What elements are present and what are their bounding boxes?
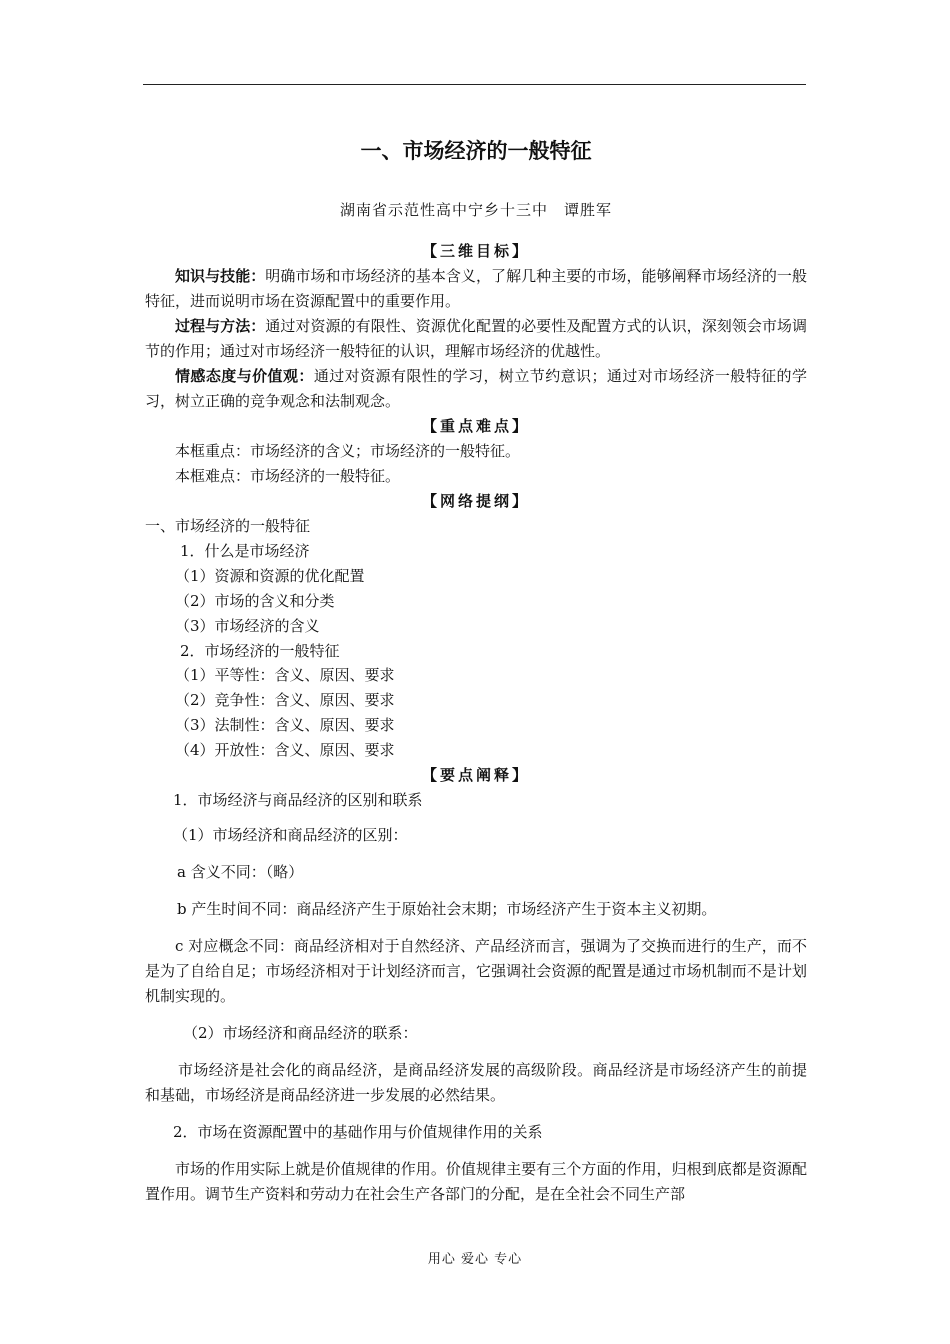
outline-item: 1．什么是市场经济 (180, 541, 310, 560)
explanation-paragraph: 市场的作用实际上就是价值规律的作用。价值规律主要有三个方面的作用，归根到底都是资源配置作用。调节生产资料和劳动力在社会生产各部门的分配，是在全社会不同生产部 (145, 1160, 807, 1204)
goal-label: 知识与技能： (175, 267, 266, 285)
goal-label: 过程与方法： (175, 317, 266, 335)
outline-subitem: （4）开放性：含义、原因、要求 (175, 741, 395, 760)
section-heading-outline: 【网络提纲】 (421, 492, 530, 510)
goal-text: 通过对资源的有限性、资源优化配置的必要性及配置方式的认识，深刻领会市场调节的作用；通过对市场经济一般特征的认识，理解市场经济的优越性。 (145, 317, 807, 360)
page-footer: 用心 爱心 专心 (427, 1252, 523, 1267)
goal-paragraph (145, 364, 807, 414)
explanation-subheading: （1）市场经济和商品经济的区别： (173, 826, 408, 845)
goal-paragraph (145, 314, 807, 364)
outline-list (145, 514, 807, 763)
page-title: 一、市场经济的一般特征 (360, 139, 592, 163)
goal-label: 情感态度与价值观： (175, 367, 314, 385)
outline-subitem: （2）竞争性：含义、原因、要求 (175, 691, 395, 710)
goal-paragraph (145, 264, 807, 314)
outline-subitem: （1）平等性：含义、原因、要求 (175, 666, 395, 685)
outline-root: 一、市场经济的一般特征 (145, 517, 311, 535)
goal-text: 通过对资源有限性的学习，树立节约意识；通过对市场经济一般特征的学习，树立正确的竞争观念和法制观念。 (145, 367, 807, 410)
goal-text: 明确市场和市场经济的基本含义，了解几种主要的市场，能够阐释市场经济的一般特征，进而说明市场在资源配置中的重要作用。 (145, 267, 807, 310)
outline-subitem: （2）市场的含义和分类 (175, 591, 335, 610)
explanation-heading: 2．市场在资源配置中的基础作用与价值规律作用的关系 (173, 1123, 543, 1142)
key-point: 本框难点：市场经济的一般特征。 (175, 467, 401, 485)
outline-subitem: （3）法制性：含义、原因、要求 (175, 716, 395, 735)
explanation-paragraph: 市场经济是社会化的商品经济，是商品经济发展的高级阶段。商品经济是市场经济产生的前提和基础，市场经济是商品经济进一步发展的必然结果。 (145, 1061, 807, 1105)
section-heading-explanation: 【要点阐释】 (421, 766, 530, 785)
outline-subitem: （1）资源和资源的优化配置 (175, 566, 365, 585)
section-heading-key-points: 【重点难点】 (421, 417, 530, 435)
explanation-body (145, 788, 807, 1207)
key-point: 本框重点：市场经济的含义；市场经济的一般特征。 (175, 442, 521, 460)
explanation-point: b 产生时间不同：商品经济产生于原始社会末期；市场经济产生于资本主义初期。 (177, 900, 717, 919)
author-line: 湖南省示范性高中宁乡十三中 谭胜军 (339, 201, 612, 219)
outline-item: 2．市场经济的一般特征 (180, 641, 340, 660)
header-rule (143, 84, 806, 85)
explanation-heading: 1．市场经济与商品经济的区别和联系 (173, 791, 423, 810)
section-heading-goals: 【三维目标】 (421, 242, 530, 260)
explanation-point: c 对应概念不同：商品经济相对于自然经济、产品经济而言，强调为了交换而进行的生产，而不是为了自给自足；市场经济相对于计划经济而言，它强调社会资源的配置是通过市场机制而不是计划机制实现的。 (145, 937, 807, 1006)
explanation-point: a 含义不同：（略） (177, 863, 304, 882)
outline-subitem: （3）市场经济的含义 (175, 616, 320, 635)
document-body (145, 136, 807, 1207)
explanation-subheading: （2）市场经济和商品经济的联系： (183, 1024, 418, 1043)
